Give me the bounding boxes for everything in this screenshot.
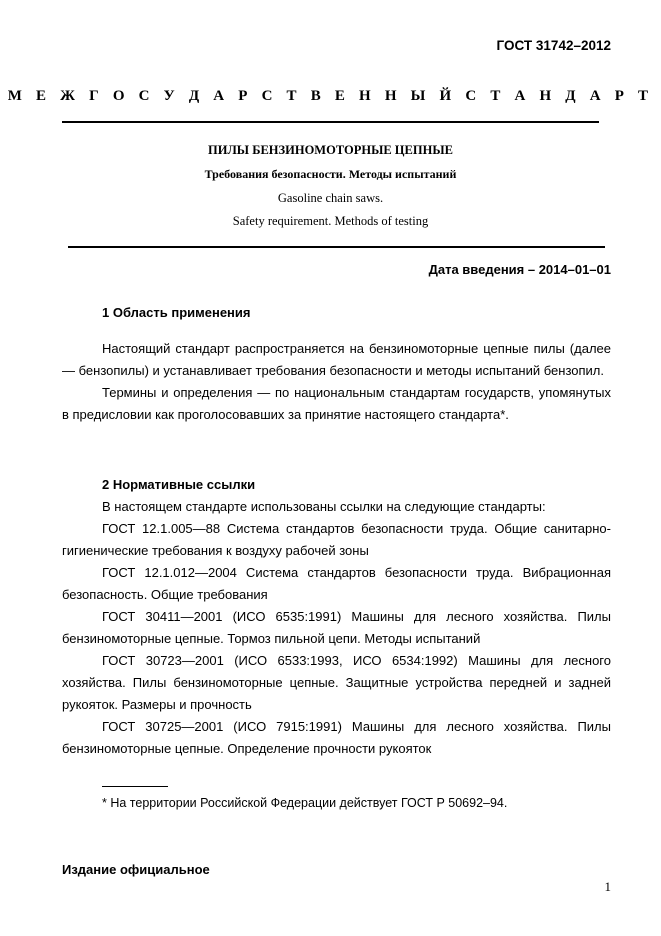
standard-type-heading: М Е Ж Г О С У Д А Р С Т В Е Н Н Ы Й С Т А Н Д А Р Т bbox=[7, 88, 654, 104]
title-en-main: Gasoline chain saws. bbox=[277, 191, 384, 205]
document-code: ГОСТ 31742–2012 bbox=[496, 38, 611, 53]
section-scope bbox=[62, 302, 611, 426]
paragraph: Настоящий стандарт распространяется на бензиномоторные цепные пилы (далее — бензопилы) и устанавливает требования безопасности и методы испытаний бензопил. bbox=[62, 341, 611, 378]
introduction-date: Дата введения – 2014–01–01 bbox=[428, 262, 611, 277]
section-heading: 2 Нормативные ссылки bbox=[102, 477, 256, 492]
bottom-divider bbox=[68, 246, 605, 248]
edition-label: Издание официальное bbox=[62, 862, 210, 877]
reference-item: ГОСТ 30723—2001 (ИСО 6533:1993, ИСО 6534:1992) Машины для лесного хозяйства. Пилы бензиномоторные цепные. Защитные устройства передней и задней рукояток. Размеры и прочность bbox=[62, 653, 611, 712]
reference-item: ГОСТ 12.1.005—88 Система стандартов безопасности труда. Общие санитарно-гигиенические требования к воздуху рабочей зоны bbox=[62, 521, 611, 558]
title-ru-main: ПИЛЫ БЕНЗИНОМОТОРНЫЕ ЦЕПНЫЕ bbox=[208, 143, 453, 157]
footnote: * На территории Российской Федерации действует ГОСТ Р 50692–94. bbox=[102, 796, 508, 810]
top-divider bbox=[62, 121, 599, 123]
title-en-sub: Safety requirement. Methods of testing bbox=[232, 214, 429, 228]
page-number: 1 bbox=[604, 879, 611, 894]
title-ru-sub: Требования безопасности. Методы испытаний bbox=[204, 167, 457, 181]
reference-item: ГОСТ 30725—2001 (ИСО 7915:1991) Машины для лесного хозяйства. Пилы бензиномоторные цепные. Определение прочности рукояток bbox=[62, 719, 611, 756]
reference-item: ГОСТ 12.1.012—2004 Система стандартов безопасности труда. Вибрационная безопасность. Общие требования bbox=[62, 565, 611, 602]
reference-item: ГОСТ 30411—2001 (ИСО 6535:1991) Машины для лесного хозяйства. Пилы бензиномоторные цепные. Тормоз пильной цепи. Методы испытаний bbox=[62, 609, 611, 646]
paragraph: Термины и определения — по национальным стандартам государств, упомянутых в предисловии как проголосовавших за принятие настоящего стандарта*. bbox=[62, 385, 611, 422]
section-normative-references bbox=[62, 474, 611, 760]
footnote-separator bbox=[102, 786, 168, 787]
section-heading: 1 Область применения bbox=[102, 305, 251, 320]
paragraph: В настоящем стандарте использованы ссылки на следующие стандарты: bbox=[102, 499, 546, 514]
